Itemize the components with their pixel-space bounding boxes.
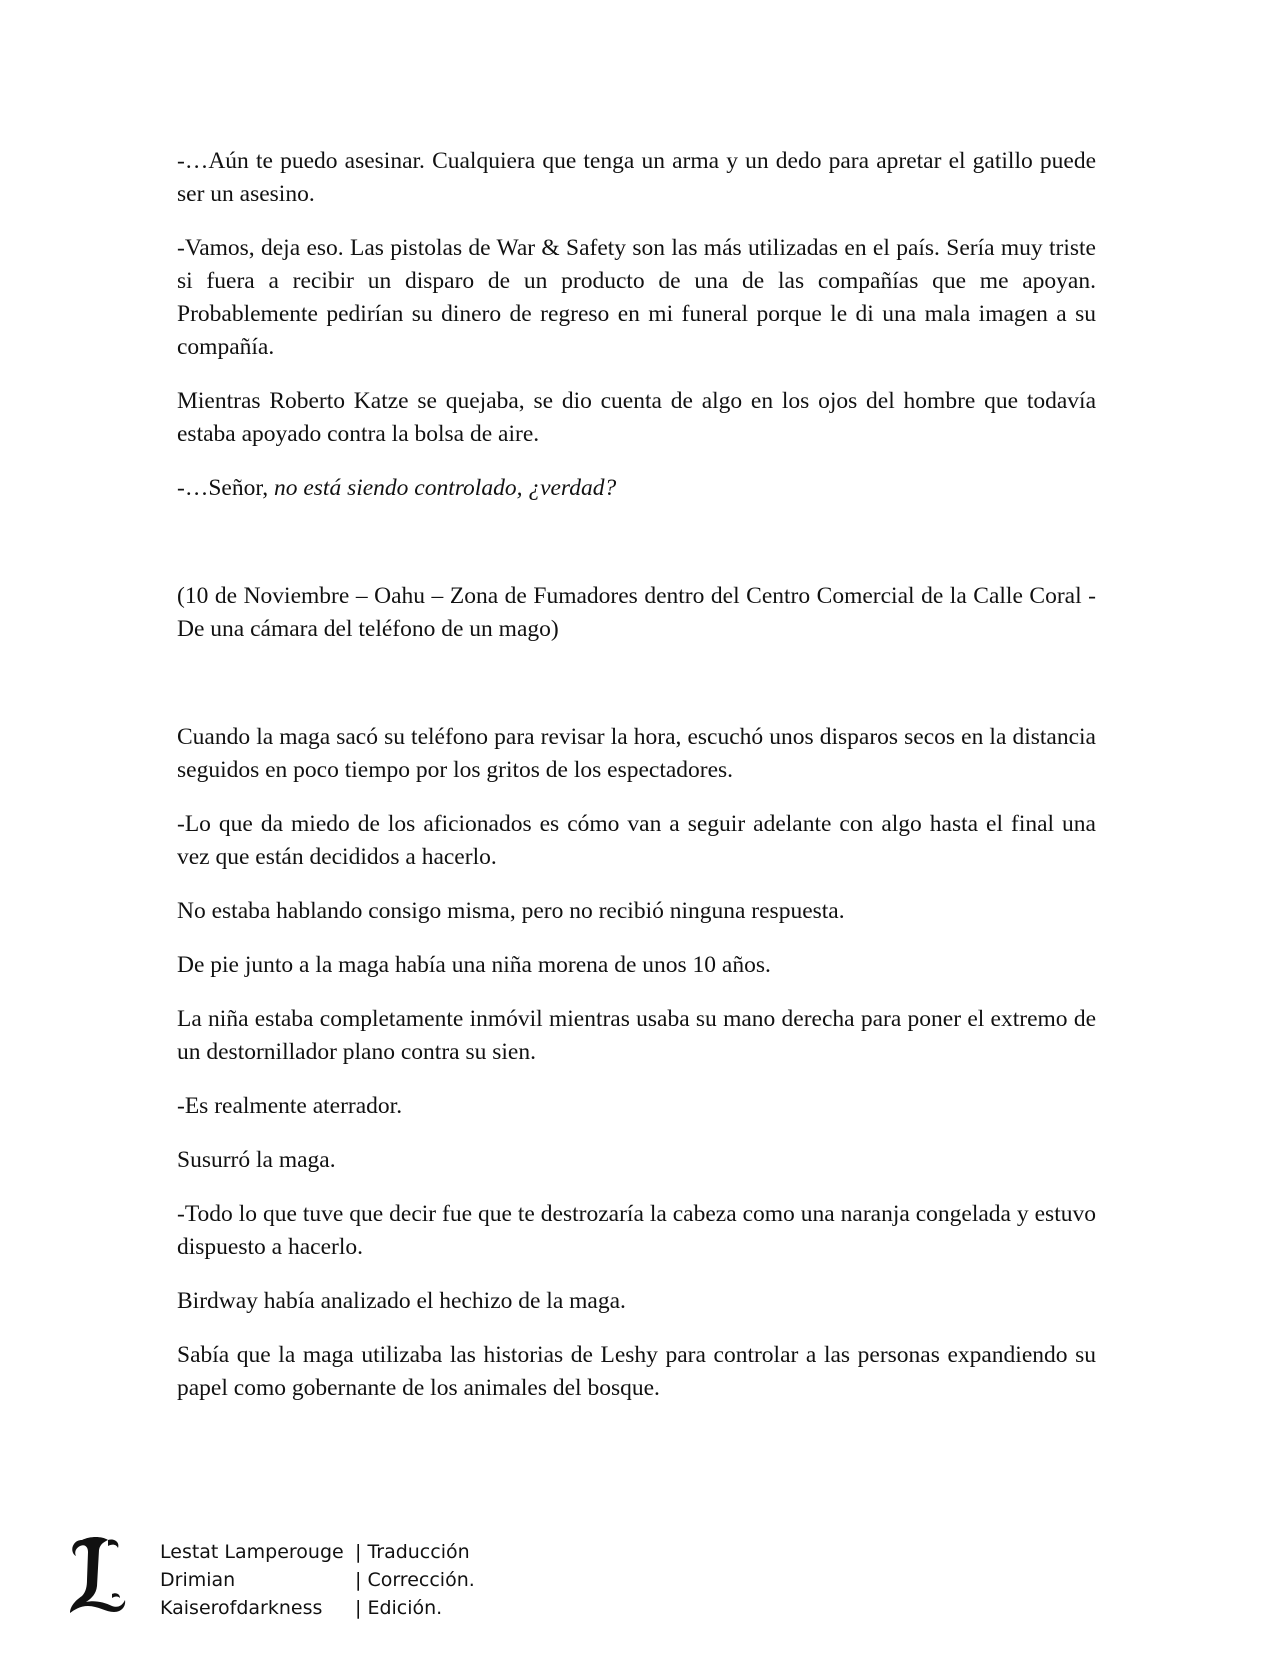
scene-heading: (10 de Noviembre – Oahu – Zona de Fumadores dentro del Centro Comercial de la Calle Coral - De una cámara del teléfono de un mago) (177, 583, 1096, 642)
credit-role: | Corrección. (355, 1569, 475, 1591)
paragraph: Susurró la maga. (177, 1147, 336, 1173)
credit-row (160, 1594, 475, 1622)
paragraph (177, 472, 1096, 505)
credit-role: | Traducción (355, 1541, 470, 1563)
credit-name: Kaiserofdarkness (160, 1597, 323, 1619)
paragraph-italic: no está siendo controlado, ¿verdad? (273, 475, 617, 501)
paragraph: De pie junto a la maga había una niña morena de unos 10 años. (177, 952, 771, 978)
paragraph: La niña estaba completamente inmóvil mientras usaba su mano derecha para poner el extremo de un destornillador plano contra su sien. (177, 1006, 1096, 1065)
paragraph: -…Aún te puedo asesinar. Cualquiera que tenga un arma y un dedo para apretar el gatillo puede ser un asesino. (177, 148, 1096, 207)
credit-role: | Edición. (355, 1597, 443, 1619)
credit-row (160, 1538, 475, 1566)
gothic-l-logo-icon (68, 1534, 128, 1614)
footer (68, 1534, 588, 1624)
paragraph: -Es realmente aterrador. (177, 1093, 403, 1119)
paragraph: -Todo lo que tuve que decir fue que te destrozaría la cabeza como una naranja congelada y estuvo dispuesto a hacerlo. (177, 1201, 1096, 1260)
credit-name: Drimian (160, 1569, 236, 1591)
paragraph: Cuando la maga sacó su teléfono para revisar la hora, escuchó unos disparos secos en la distancia seguidos en poco tiempo por los gritos de los espectadores. (177, 724, 1096, 783)
credits (160, 1538, 475, 1622)
paragraph: No estaba hablando consigo misma, pero no recibió ninguna respuesta. (177, 898, 845, 924)
paragraph: Mientras Roberto Katze se quejaba, se dio cuenta de algo en los ojos del hombre que todavía estaba apoyado contra la bolsa de aire. (177, 388, 1096, 447)
paragraph: Birdway había analizado el hechizo de la maga. (177, 1288, 626, 1314)
paragraph: Sabía que la maga utilizaba las historias de Leshy para controlar a las personas expandiendo su papel como gobernante de los animales del bosque. (177, 1342, 1096, 1401)
paragraph: -Lo que da miedo de los aficionados es cómo van a seguir adelante con algo hasta el final una vez que están decididos a hacerlo. (177, 811, 1096, 870)
paragraph-prefix: -…Señor, (177, 475, 274, 501)
credit-row (160, 1566, 475, 1594)
paragraph: -Vamos, deja eso. Las pistolas de War & Safety son las más utilizadas en el país. Sería muy triste si fuera a recibir un disparo de un producto de una de las compañías que me apoyan. Probablemente pedirían su dinero de regreso en mi funeral porque le di una mala imagen a su compañía. (177, 235, 1096, 360)
body-text (177, 145, 1096, 1426)
credit-name: Lestat Lamperouge (160, 1541, 344, 1563)
